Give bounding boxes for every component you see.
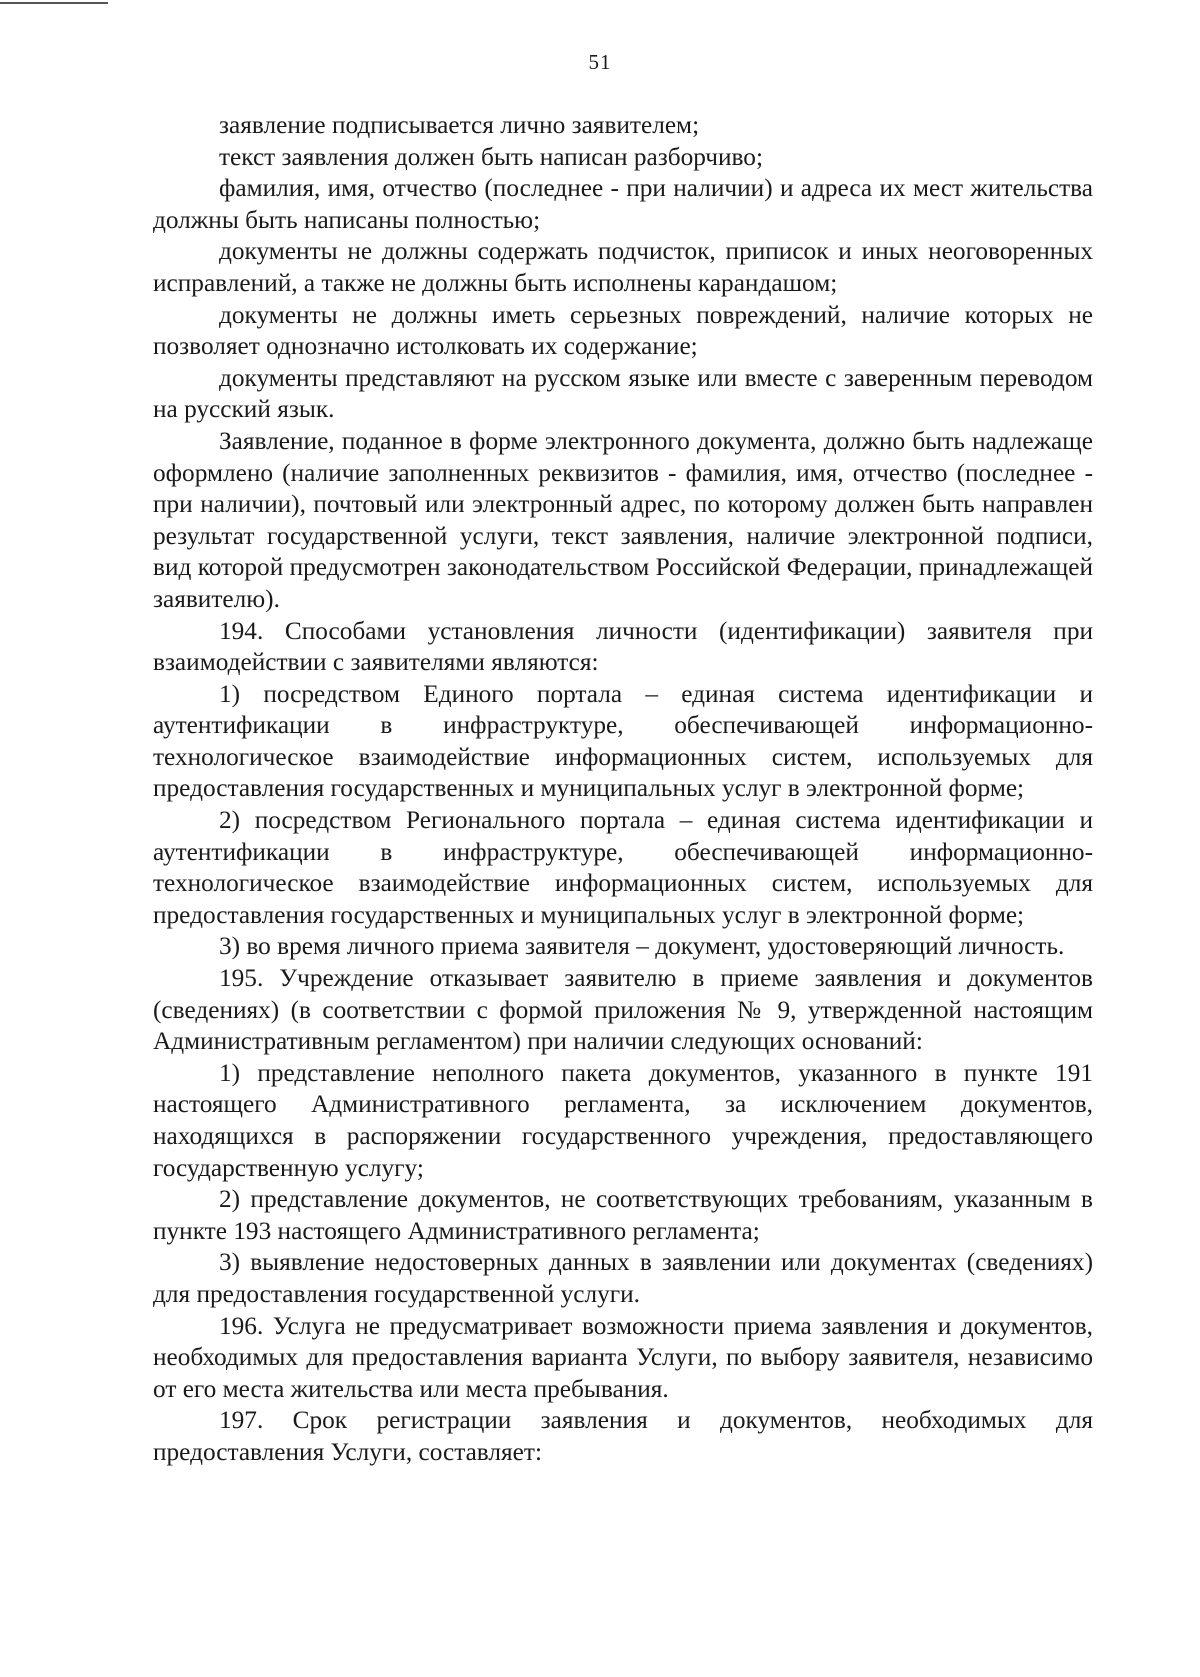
list-item: 3) выявление недостоверных данных в заявлении или документах (сведениях) для предоставления государственной услуги. [153, 1248, 1093, 1308]
page-number: 51 [588, 50, 612, 74]
document-body [153, 110, 1093, 1469]
paragraph: фамилия, имя, отчество (последнее - при наличии) и адреса их мест жительства должны быть написаны полностью; [153, 174, 1093, 234]
paragraph: документы не должны иметь серьезных повреждений, наличие которых не позволяет однозначно истолковать их содержание; [153, 300, 1093, 361]
list-item: 1) представление неполного пакета документов, указанного в пункте 191 настоящего Административного регламента, за исключением документов, находящихся в распоряжении государственного учреждения, предоставляющего государственную услугу; [153, 1058, 1093, 1182]
paragraph-197: 197. Срок регистрации заявления и документов, необходимых для предоставления Услуги, составляет: [153, 1406, 1093, 1466]
list-item: 2) посредством Регионального портала – единая система идентификации и аутентификации в инфраструктуре, обеспечивающей информационно-технологическое взаимодействие информационных систем, используемых для предоставления государственных и муниципальных услуг в электронной форме; [153, 806, 1093, 929]
paragraph: заявление подписывается лично заявителем; [219, 111, 700, 139]
paragraph: документы представляют на русском языке или вместе с заверенным переводом на русский язык. [153, 363, 1093, 424]
paragraph-195: 195. Учреждение отказывает заявителю в приеме заявления и документов (сведениях) (в соответствии с формой приложения № 9, утвержденной настоящим Административным регламентом) при наличии следующих оснований: [153, 964, 1093, 1056]
paragraph: Заявление, поданное в форме электронного документа, должно быть надлежаще оформлено (наличие заполненных реквизитов - фамилия, имя, отчество (последнее - при наличии), почтовый или электронный адрес, по которому должен быть направлен результат государственной услуги, текст заявления, наличие электронной подписи, вид которой предусмотрен законодательством Российской Федерации, принадлежащей заявителю). [153, 426, 1093, 613]
paragraph-196: 196. Услуга не предусматривает возможности приема заявления и документов, необходимых для предоставления варианта Услуги, по выбору заявителя, независимо от его места жительства или места пребывания. [153, 1311, 1093, 1403]
list-item: 3) во время личного приема заявителя – документ, удостоверяющий личность. [219, 932, 1065, 961]
paragraph: документы не должны содержать подчисток, приписок и иных неоговоренных исправлений, а также не должны быть исполнены карандашом; [153, 237, 1093, 297]
scan-edge-mark [0, 2, 108, 4]
paragraph-194: 194. Способами установления личности (идентификации) заявителя при взаимодействии с заявителями являются: [153, 616, 1093, 677]
list-item: 2) представление документов, не соответствующих требованиям, указанным в пункте 193 настоящего Административного регламента; [153, 1185, 1093, 1245]
list-item: 1) посредством Единого портала – единая система идентификации и аутентификации в инфраструктуре, обеспечивающей информационно-технологическое взаимодействие информационных систем, используемых для предоставления государственных и муниципальных услуг в электронной форме; [153, 679, 1093, 803]
paragraph: текст заявления должен быть написан разборчиво; [219, 142, 763, 171]
